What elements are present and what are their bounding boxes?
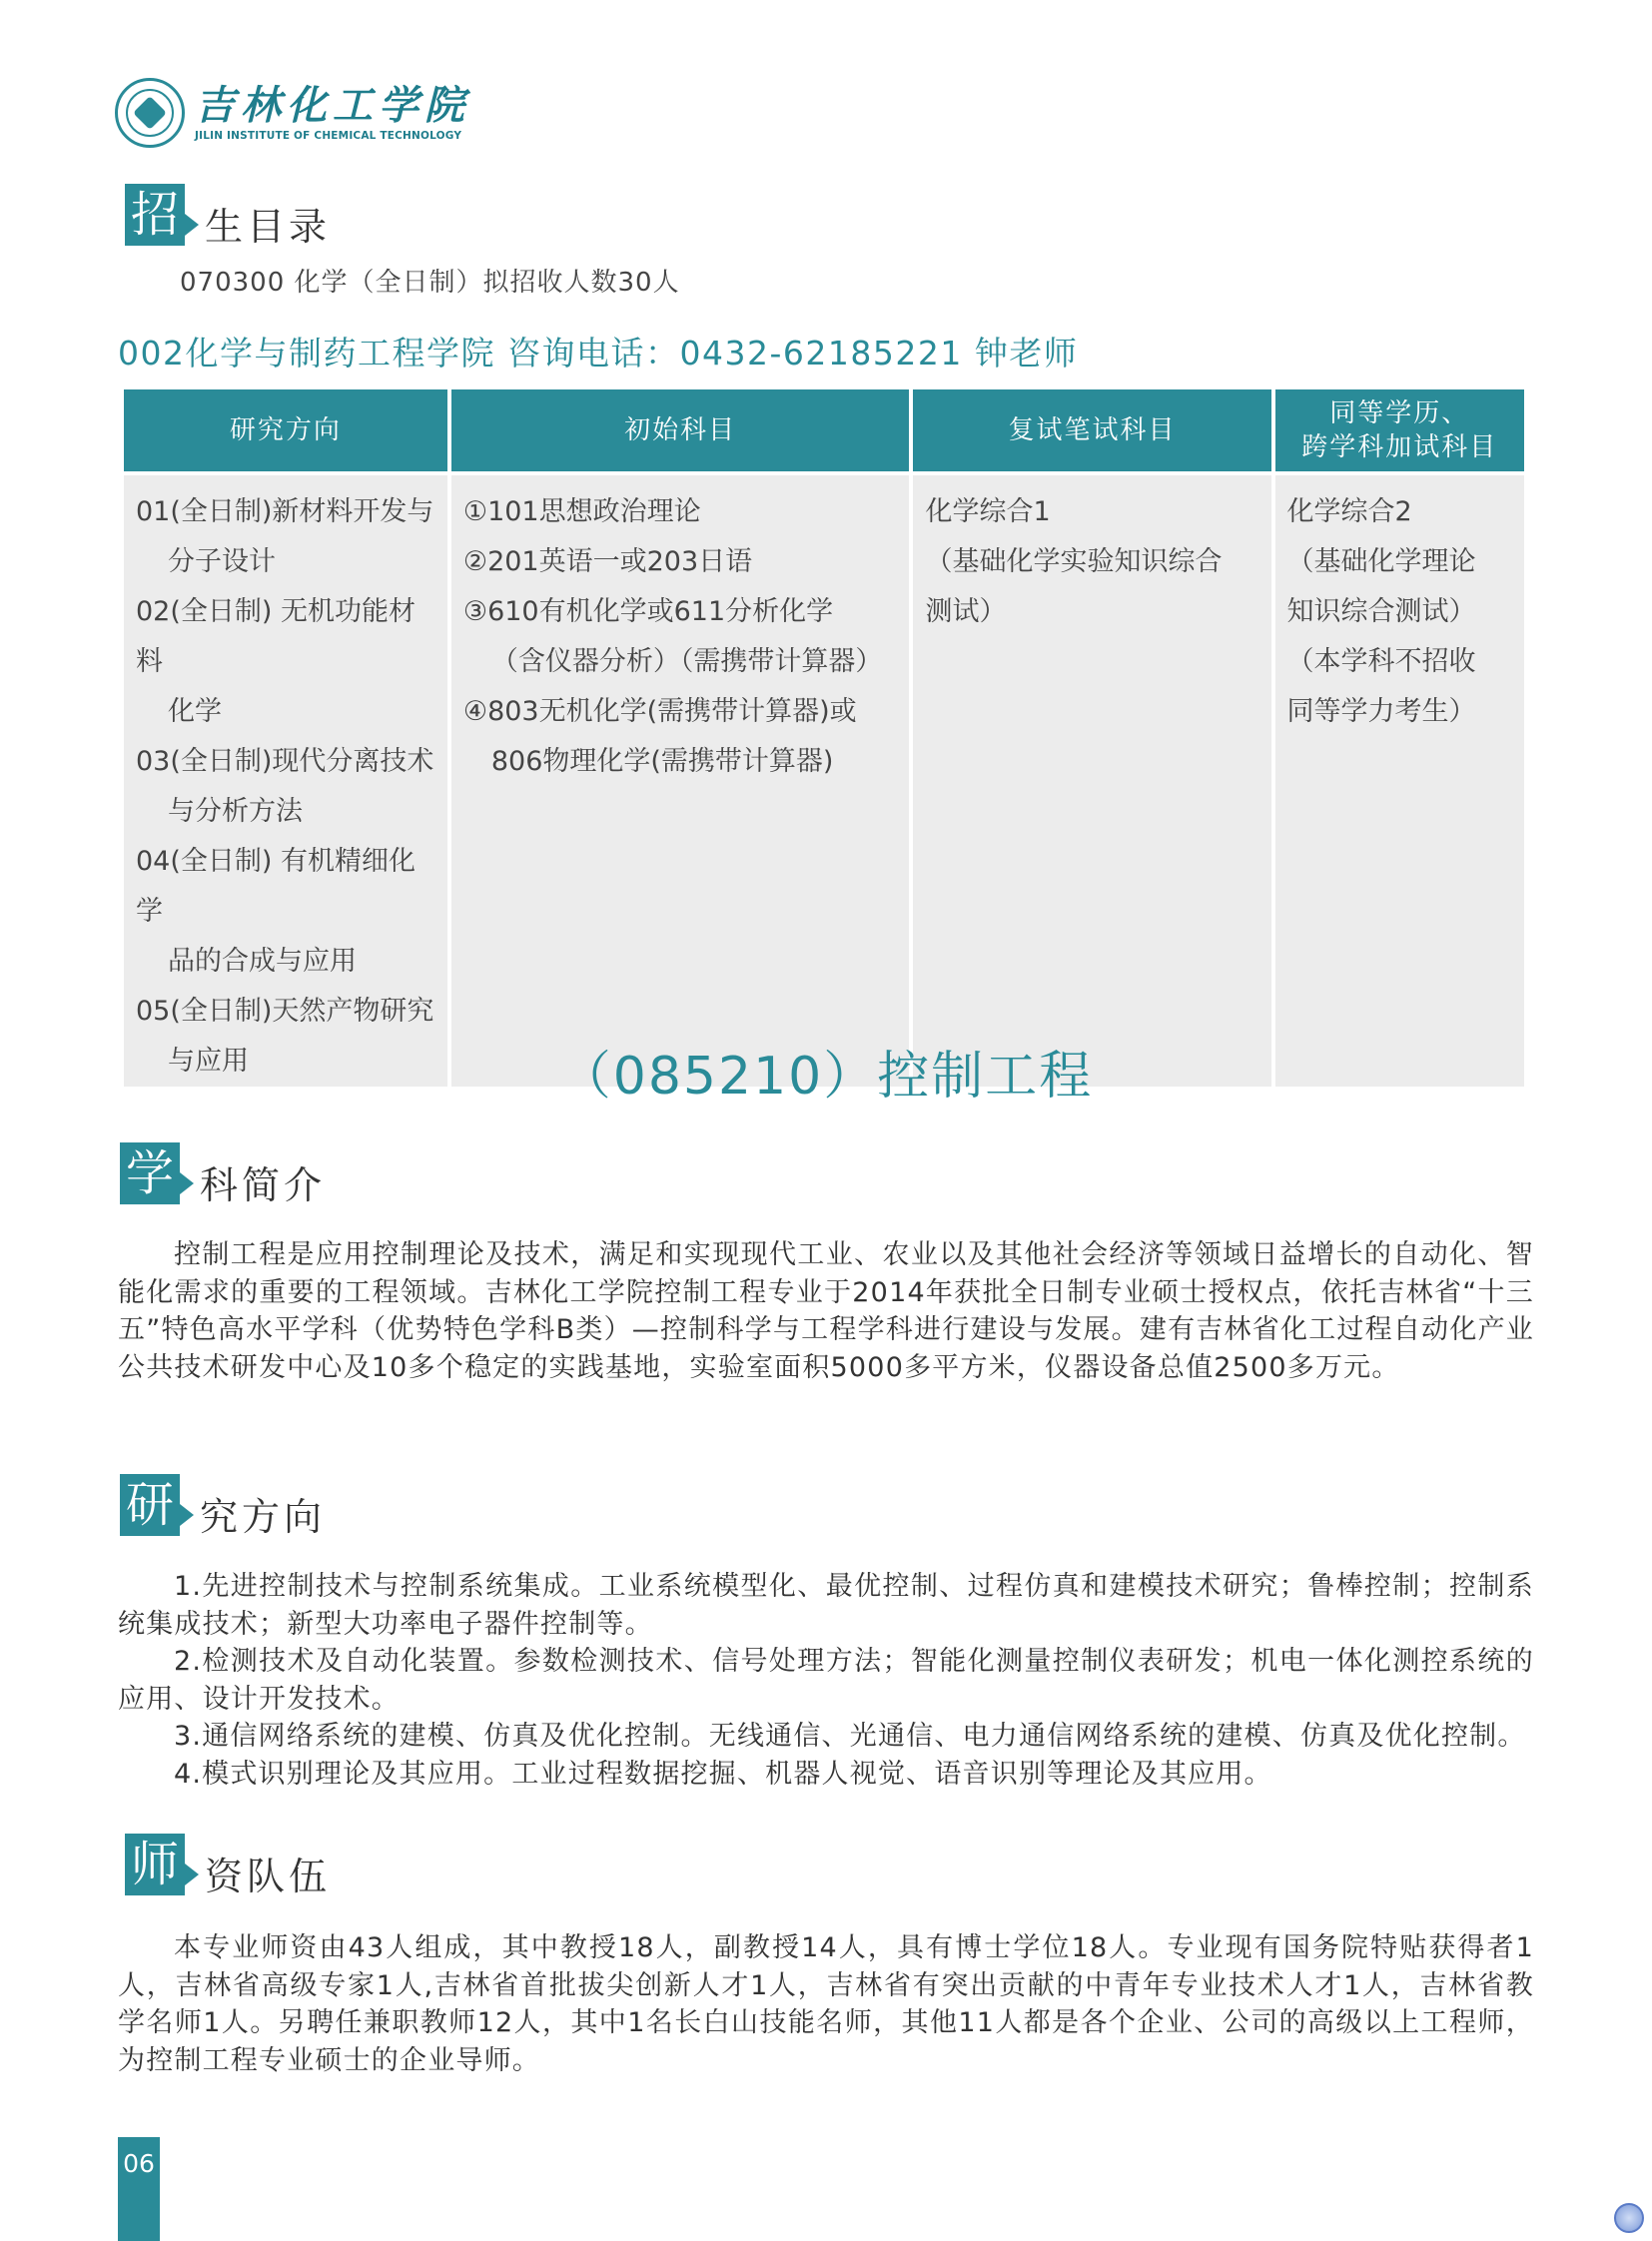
logo-chinese-name: 吉林化工学院 [195, 81, 470, 129]
table-header: 研究方向 [124, 389, 447, 471]
research-item: 1.先进控制技术与控制系统集成。工业系统模型化、最优控制、过程仿真和建模技术研究；鲁棒控制；控制系统集成技术；新型大功率电子器件控制等。 [118, 1571, 1534, 1640]
intro-heading [120, 1136, 326, 1209]
program-title: （085210）控制工程 [558, 1047, 1094, 1107]
department-contact: 002化学与制药工程学院 咨询电话：0432-62185221 钟老师 [118, 334, 1079, 373]
table-header: 复试笔试科目 [913, 389, 1270, 471]
research-heading [120, 1468, 326, 1541]
table-cell-retest-subjects [913, 471, 1270, 1087]
heading-initial: 招 [125, 184, 185, 246]
extra-line: 化学综合2 [1286, 496, 1412, 527]
heading-initial: 研 [120, 1474, 180, 1536]
direction-line: 与应用 [168, 1046, 249, 1077]
logo-english-name: JILIN INSTITUTE OF CHEMICAL TECHNOLOGY [195, 129, 462, 142]
direction-line: 03(全日制)现代分离技术 [136, 746, 434, 777]
heading-text: 究方向 [200, 1495, 327, 1539]
direction-line: 化学 [168, 696, 222, 727]
heading-initial: 师 [125, 1834, 185, 1895]
retest-line: 化学综合1 [925, 496, 1051, 527]
subject-line: ③610有机化学或611分析化学 [462, 596, 834, 627]
table-header: 同等学历、 跨学科加试科目 [1275, 389, 1524, 471]
extra-line: 知识综合测试） [1286, 596, 1476, 627]
direction-line: 分子设计 [168, 546, 276, 577]
direction-line: 与分析方法 [168, 796, 303, 827]
heading-arrow-icon [180, 1504, 194, 1526]
table-cell-directions [124, 471, 447, 1087]
subject-line: （含仪器分析）（需携带计算器） [490, 646, 883, 677]
faculty-heading [125, 1828, 331, 1900]
retest-line: 测试） [925, 596, 1007, 627]
direction-line: 品的合成与应用 [168, 946, 357, 977]
direction-line: 05(全日制)天然产物研究 [136, 996, 434, 1027]
direction-line: 01(全日制)新材料开发与 [136, 496, 434, 527]
enrollment-heading [125, 178, 331, 251]
subject-line: ②201英语一或203日语 [462, 546, 753, 577]
table-header: 初始科目 [451, 389, 910, 471]
heading-arrow-icon [185, 214, 199, 236]
research-list [118, 1568, 1534, 1793]
subject-line: 806物理化学(需携带计算器) [490, 746, 834, 777]
faculty-paragraph: 本专业师资由43人组成，其中教授18人，副教授14人，具有博士学位18人。专业现有国务院特贴获得者1人，吉林省高级专家1人,吉林省首批拔尖创新人才1人，吉林省有突出贡献的中青年专业技术人才1人，吉林省教学名师1人。另聘任兼职教师12人，其中1名长白山技能名师，其他11人都是各个企业、公司的高级以上工程师，为控制工程专业硕士的企业导师。 [118, 1932, 1534, 2076]
table-cell-extra-subjects [1275, 471, 1524, 1087]
enrollment-table [120, 389, 1528, 1087]
extra-line: （本学科不招收 [1286, 646, 1476, 677]
heading-text: 资队伍 [205, 1855, 332, 1898]
program-line: 070300 化学（全日制）拟招收人数30人 [180, 268, 680, 298]
research-item: 4.模式识别理论及其应用。工业过程数据挖掘、机器人视觉、语音识别等理论及其应用。 [174, 1758, 1272, 1790]
page-number: 06 [123, 2149, 155, 2178]
direction-line: 04(全日制) 有机精细化学 [136, 846, 416, 927]
institute-logo [115, 75, 470, 150]
retest-line: （基础化学实验知识综合 [925, 546, 1223, 577]
heading-text: 科简介 [200, 1163, 327, 1207]
subject-line: ①101思想政治理论 [462, 496, 701, 527]
heading-arrow-icon [185, 1864, 199, 1885]
heading-arrow-icon [180, 1172, 194, 1194]
direction-line: 02(全日制) 无机功能材料 [136, 596, 416, 677]
emblem-icon [115, 78, 185, 148]
heading-initial: 学 [120, 1142, 180, 1204]
heading-text: 生目录 [205, 205, 332, 249]
seal-icon [1614, 2203, 1644, 2233]
table-cell-initial-subjects [451, 471, 910, 1087]
research-item: 2.检测技术及自动化装置。参数检测技术、信号处理方法；智能化测量控制仪表研发；机电一体化测控系统的应用、设计开发技术。 [118, 1646, 1534, 1715]
intro-paragraph: 控制工程是应用控制理论及技术，满足和实现现代工业、农业以及其他社会经济等领域日益增长的自动化、智能化需求的重要的工程领域。吉林化工学院控制工程专业于2014年获批全日制专业硕士授权点，依托吉林省“十三五”特色高水平学科（优势特色学科B类）—控制科学与工程学科进行建设与发展。建有吉林省化工过程自动化产业公共技术研发中心及10多个稳定的实践基地，实验室面积5000多平方米，仪器设备总值2500多万元。 [118, 1239, 1534, 1383]
research-item: 3.通信网络系统的建模、仿真及优化控制。无线通信、光通信、电力通信网络系统的建模、仿真及优化控制。 [174, 1721, 1526, 1752]
extra-line: 同等学力考生） [1286, 696, 1476, 727]
subject-line: ④803无机化学(需携带计算器)或 [462, 696, 857, 727]
extra-line: （基础化学理论 [1286, 546, 1476, 577]
